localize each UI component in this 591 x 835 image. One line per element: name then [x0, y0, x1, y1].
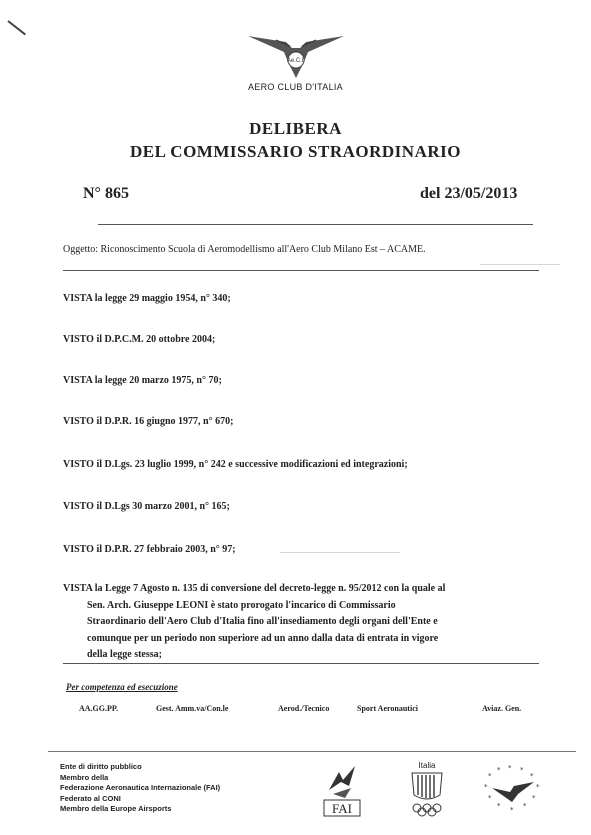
final-line-5: della legge stessa; — [87, 649, 162, 660]
eagle-logo-icon — [246, 28, 346, 84]
svg-text:*: * — [497, 802, 501, 810]
footer-line: Federazione Aeronautica Internazionale (FAI) — [60, 783, 221, 792]
footer-line: Federato al CONI — [60, 793, 121, 803]
office-item: Aerod./Tecnico — [278, 704, 330, 713]
document-subtitle: DEL COMMISSARIO STRAORDINARIO — [130, 142, 461, 161]
svg-text:*: * — [532, 794, 536, 802]
subject-divider — [63, 270, 539, 271]
footer-line: Membro della Europe Airsports — [60, 804, 172, 813]
office-item: Aviaz. Gen. — [482, 704, 522, 713]
svg-text:*: * — [484, 783, 488, 791]
final-line-3: Straordinario dell'Aero Club d'Italia fino all'insediamento degli organi dell'Ente e — [87, 616, 438, 627]
final-line-4: comunque per un periodo non superiore ad un anno dalla data di entrata in vigore — [87, 632, 439, 644]
header-divider — [98, 224, 533, 225]
europe-airsports-logo-icon — [478, 762, 548, 816]
footer-divider — [48, 751, 576, 752]
final-line-2: Sen. Arch. Giuseppe LEONI è stato prorogato l'incarico di Commissario — [87, 599, 396, 611]
footer-info — [60, 762, 220, 815]
pen-mark — [7, 20, 26, 35]
consideration-4: VISTO il D.P.R. 16 giugno 1977, n° 670; — [63, 416, 234, 427]
fai-logo-icon — [321, 760, 363, 818]
scan-artifact — [480, 264, 560, 265]
final-consideration — [63, 581, 535, 664]
office-item: Sport Aeronautici — [357, 704, 418, 713]
subject-line: Oggetto: Riconoscimento Scuola di Aeromodellismo all'Aero Club Milano Est – ACAME. — [63, 244, 426, 255]
consideration-6: VISTO il D.Lgs 30 marzo 2001, n° 165; — [63, 501, 230, 512]
svg-text:*: * — [520, 766, 524, 774]
svg-text:*: * — [510, 806, 514, 814]
competence-label: Per competenza ed esecuzione — [66, 682, 178, 692]
svg-text:*: * — [497, 766, 501, 774]
consideration-5: VISTO il D.Lgs. 23 luglio 1999, n° 242 e successive modificazioni ed integrazioni; — [63, 459, 408, 470]
deliberation-number: N° 865 — [83, 185, 129, 202]
fai-label: FAI — [332, 801, 352, 816]
svg-text:*: * — [488, 772, 492, 780]
deliberation-date: del 23/05/2013 — [420, 185, 518, 202]
svg-text:*: * — [508, 764, 512, 772]
footer-line: Ente di diritto pubblico — [60, 762, 142, 771]
footer-line: Membro della — [60, 772, 109, 782]
final-line-1: VISTA la Legge 7 Agosto n. 135 di conversione del decreto-legge n. 95/2012 con la quale al — [63, 583, 446, 594]
consideration-3: VISTA la legge 20 marzo 1975, n° 70; — [63, 375, 222, 386]
body-divider — [63, 663, 539, 664]
document-title: DELIBERA — [249, 119, 342, 138]
logo-text: Ae.C.I. — [286, 58, 306, 64]
svg-text:*: * — [523, 802, 527, 810]
svg-text:*: * — [536, 783, 540, 791]
scan-artifact — [280, 552, 400, 553]
consideration-2: VISTO il D.P.C.M. 20 ottobre 2004; — [63, 334, 216, 345]
org-name: AERO CLUB D'ITALIA — [248, 82, 343, 92]
office-item: AA.GG.PP. — [79, 704, 119, 713]
svg-text:*: * — [488, 794, 492, 802]
coni-italia-logo-icon — [406, 759, 448, 819]
consideration-1: VISTA la legge 29 maggio 1954, n° 340; — [63, 293, 231, 304]
italia-label: Italia — [418, 761, 436, 770]
office-item: Gest. Amm.va/Con.le — [156, 704, 229, 713]
svg-text:*: * — [530, 772, 534, 780]
consideration-7: VISTO il D.P.R. 27 febbraio 2003, n° 97; — [63, 544, 236, 555]
